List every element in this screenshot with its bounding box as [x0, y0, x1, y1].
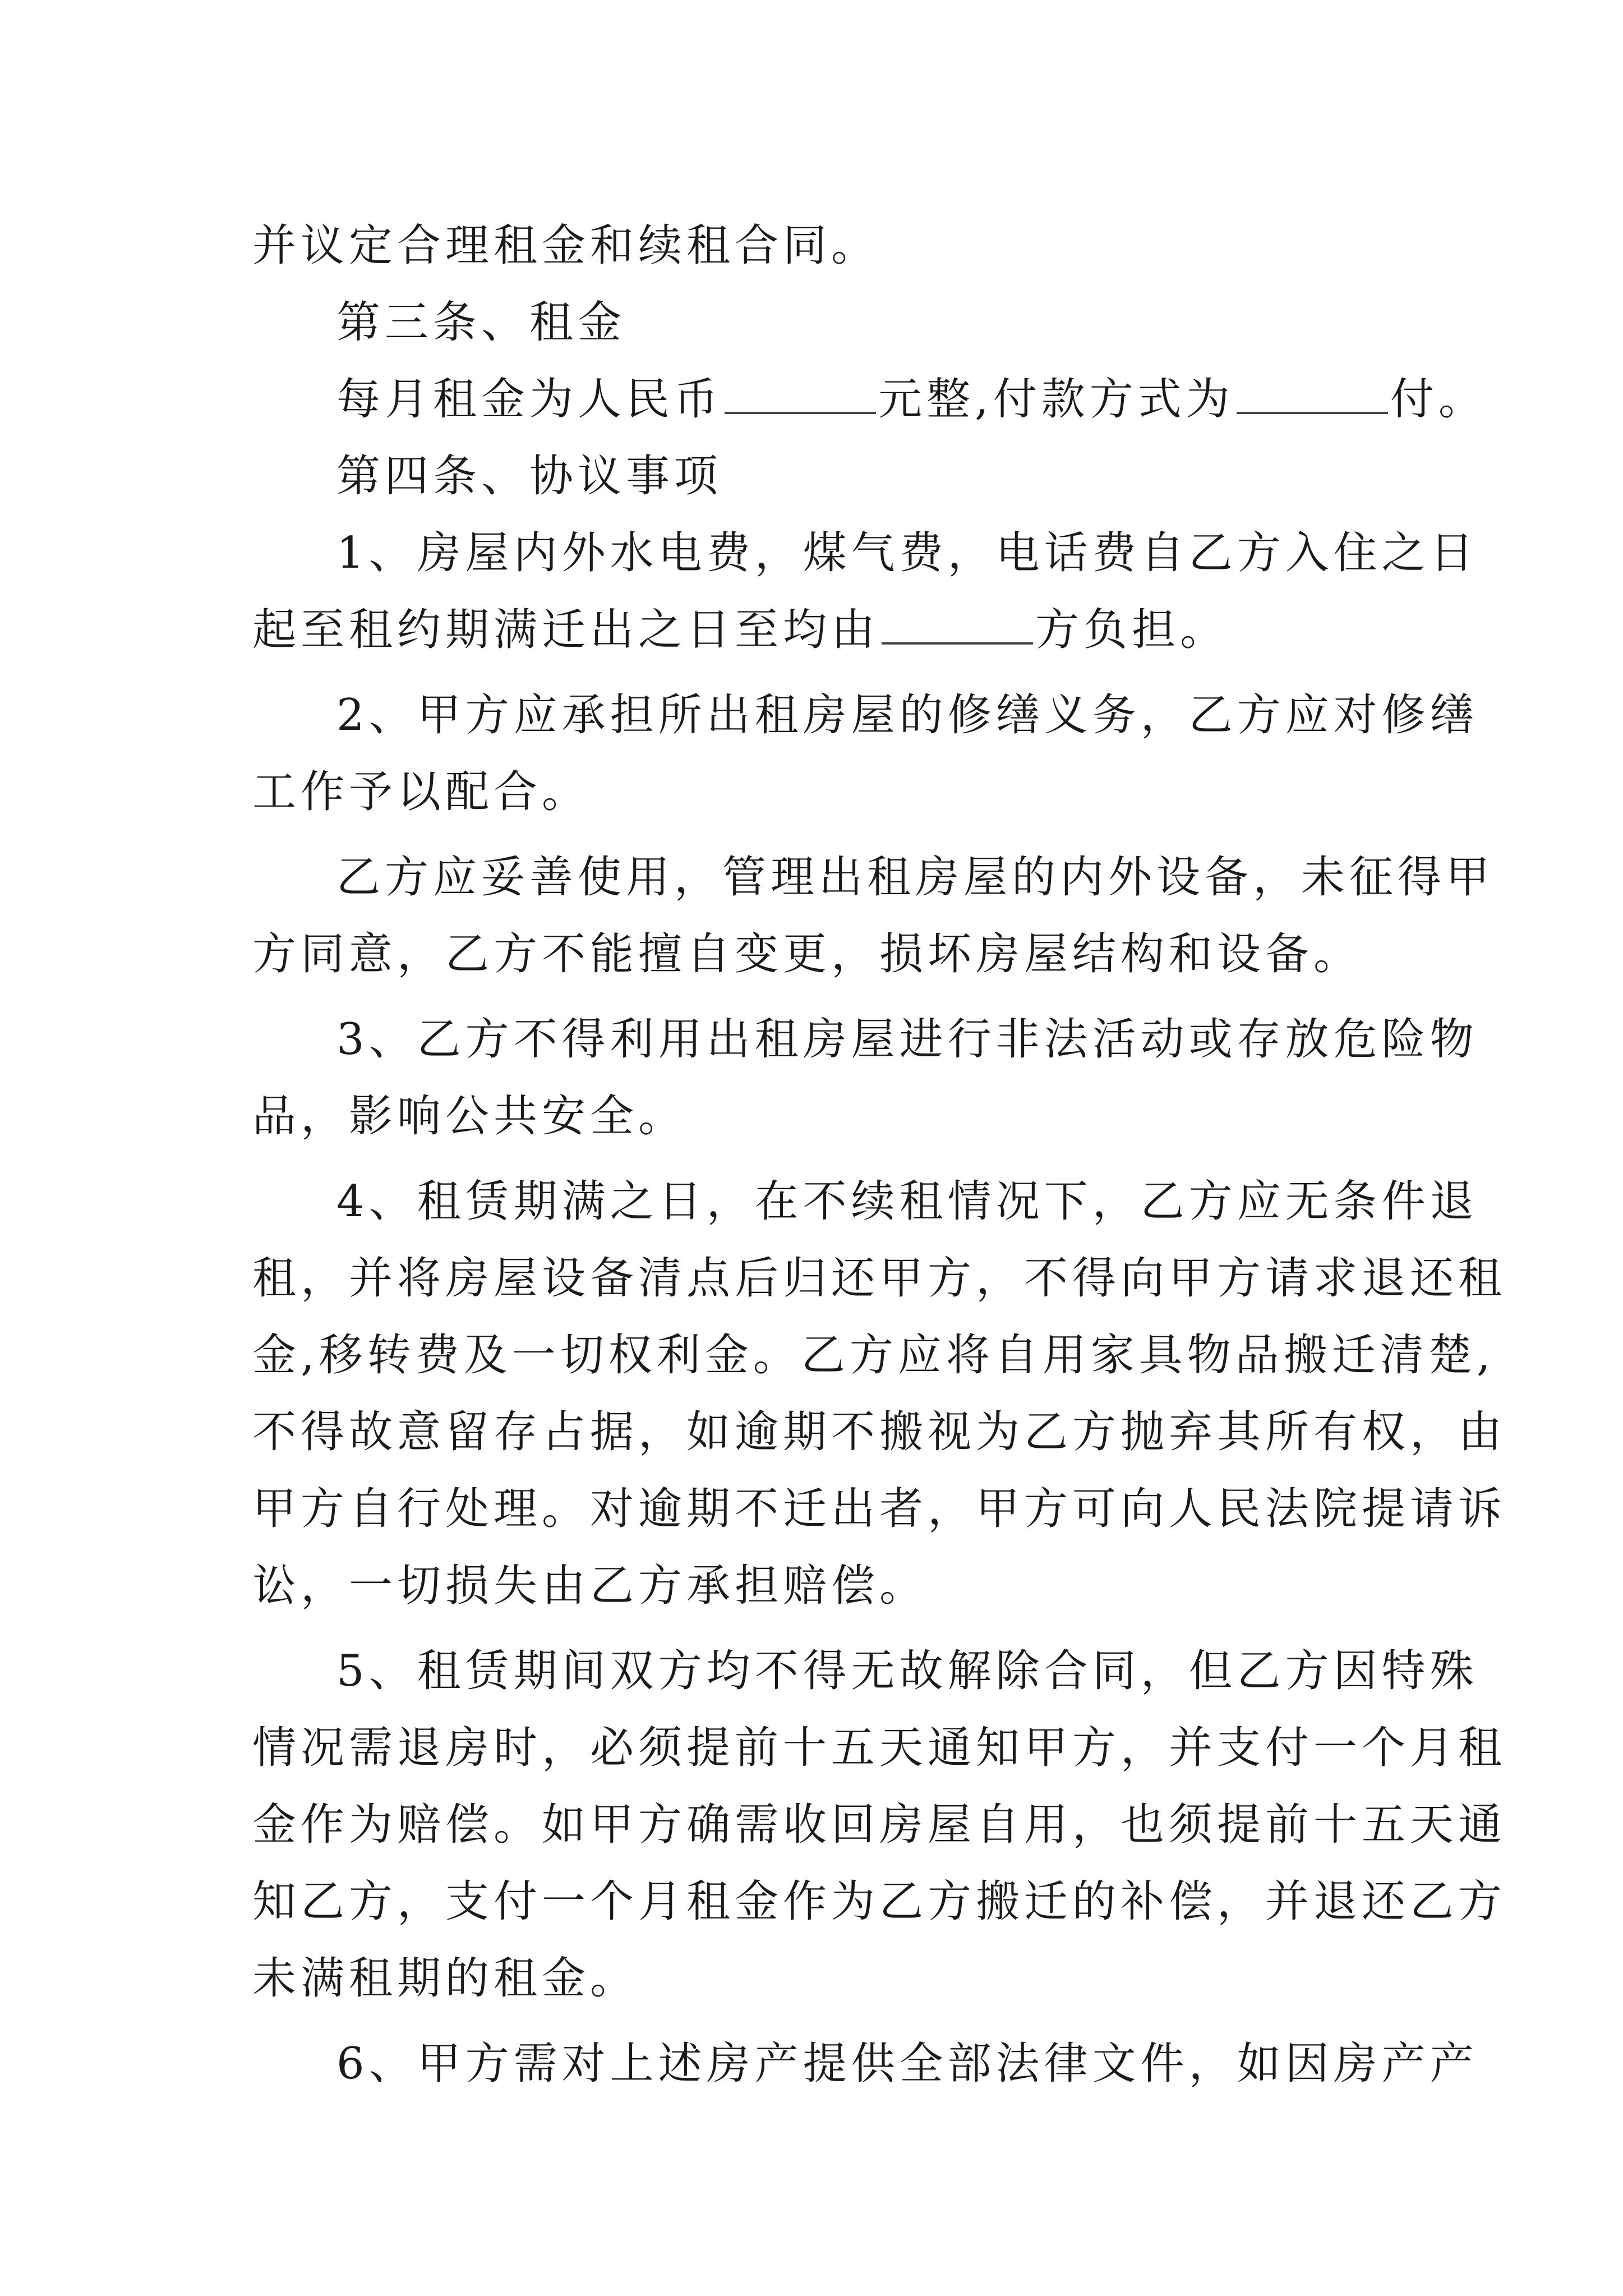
rent-clause-line: 每月租金为人民币 元整,付款方式为 付。	[336, 371, 1380, 427]
fill-in-blank[interactable]	[882, 603, 1033, 645]
text-line: 知乙方，支付一个月租金作为乙方搬迁的补偿，并退还乙方	[252, 1876, 1507, 1927]
section-heading: 第三条、租金	[336, 297, 626, 348]
text-line: 6、甲方需对上述房产提供全部法律文件，如因房产产	[336, 2039, 1478, 2089]
text-line: 未满租期的租金。	[252, 1953, 639, 2004]
text-line: 租，并将房屋设备清点后归还甲方，不得向甲方请求退还租	[252, 1253, 1507, 1304]
text-line: 讼，一切损失由乙方承担赔偿。	[252, 1561, 928, 1611]
text-line: 乙方应妥善使用，管理出租房屋的内外设备，未征得甲	[336, 852, 1495, 903]
fee-clause-line: 起至租约期满迁出之日至均由 方负担。	[252, 602, 1380, 658]
text-line: 1、房屋内外水电费，煤气费，电话费自乙方入住之日	[336, 528, 1478, 578]
fill-in-blank[interactable]	[725, 372, 876, 414]
text-line: 甲方自行处理。对逾期不迁出者，甲方可向人民法院提请诉	[252, 1484, 1507, 1534]
text-line: 品，影响公共安全。	[252, 1091, 687, 1142]
text-line: 金作为赔偿。如甲方确需收回房屋自用，也须提前十五天通	[252, 1800, 1507, 1850]
text-line: 并议定合理租金和续租合同。	[252, 220, 880, 271]
text-line: 3、乙方不得利用出租房屋进行非法活动或存放危险物	[336, 1014, 1478, 1065]
text-line: 2、甲方应承担所出租房屋的修缮义务，乙方应对修缮	[336, 690, 1478, 740]
text-line: 5、租赁期间双方均不得无故解除合同，但乙方因特殊	[336, 1646, 1478, 1696]
text-line: 方同意，乙方不能擅自变更，损坏房屋结构和设备。	[252, 929, 1362, 979]
fill-in-blank[interactable]	[1237, 372, 1388, 414]
text-line: 金,移转费及一切权利金。乙方应将自用家具物品搬迁清楚,	[252, 1330, 1495, 1381]
section-heading: 第四条、协议事项	[336, 451, 723, 501]
text-line: 不得故意留存占据，如逾期不搬视为乙方抛弃其所有权，由	[252, 1407, 1507, 1457]
text-line: 工作予以配合。	[252, 767, 591, 817]
text-line: 4、租赁期满之日，在不续租情况下，乙方应无条件退	[336, 1176, 1478, 1227]
text-line: 情况需退房时，必须提前十五天通知甲方，并支付一个月租	[252, 1723, 1507, 1773]
